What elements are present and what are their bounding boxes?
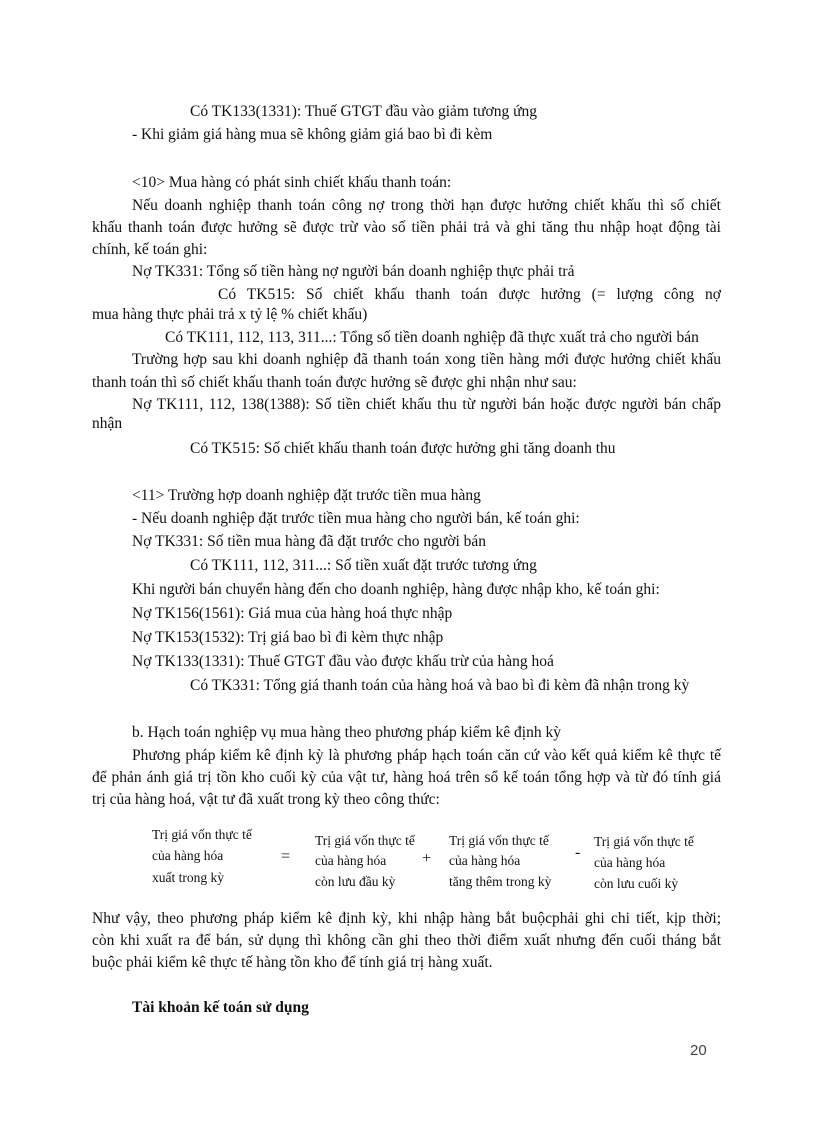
formula-term-closing-line-2: của hàng hóa xyxy=(594,855,666,870)
formula-term-closing-line-3: còn lưu cuối kỳ xyxy=(594,876,679,891)
text-line: Có TK331: Tổng giá thanh toán của hàng hoá và bao bì đi kèm đã nhận trong kỳ xyxy=(190,677,690,694)
section-heading: b. Hạch toán nghiệp vụ mua hàng theo phương pháp kiểm kê định kỳ xyxy=(132,724,561,741)
text-line: Nợ TK153(1532): Trị giá bao bì đi kèm thực nhập xyxy=(132,629,444,646)
section-heading: Tài khoản kế toán sử dụng xyxy=(132,999,309,1016)
text-line: Nợ TK111, 112, 138(1388): Số tiền chiết khấu thu từ người bán hoặc được người bán chấp xyxy=(132,396,721,413)
formula-term-opening-line-3: còn lưu đầu kỳ xyxy=(315,874,396,889)
formula-minus-sign: - xyxy=(575,844,581,861)
text-line: khấu thanh toán được hưởng sẽ được trừ vào số tiền phải trả và ghi tăng thu nhập hoạt động tài xyxy=(92,219,721,236)
text-line: Có TK133(1331): Thuế GTGT đầu vào giảm tương ứng xyxy=(190,103,538,120)
text-line: Nếu doanh nghiệp thanh toán công nợ trong thời hạn được hưởng chiết khấu thì số chiết xyxy=(132,197,721,214)
text-line: - Khi giảm giá hàng mua sẽ không giảm giá bao bì đi kèm xyxy=(132,126,493,143)
text-line: mua hàng thực phải trả x tỷ lệ % chiết khấu) xyxy=(92,306,368,323)
text-line: Trường hợp sau khi doanh nghiệp đã thanh toán xong tiền hàng mới được hưởng chiết khấu xyxy=(132,351,721,368)
text-line: Khi người bán chuyển hàng đến cho doanh nghiệp, hàng được nhập kho, kế toán ghi: xyxy=(132,581,660,598)
page-number: 20 xyxy=(690,1042,707,1059)
text-line: Có TK515: Số chiết khấu thanh toán được hưởng (= lượng công nợ xyxy=(218,286,721,303)
text-line: Nợ TK331: Tổng số tiền hàng nợ người bán doanh nghiệp thực phải trả xyxy=(132,263,575,280)
text-line: Có TK111, 112, 311...: Số tiền xuất đặt trước tương ứng xyxy=(190,557,537,574)
formula-term-exported-line-3: xuất trong kỳ xyxy=(152,870,224,885)
text-line: Nợ TK331: Số tiền mua hàng đã đặt trước cho người bán xyxy=(132,533,487,550)
text-line: chính, kế toán ghi: xyxy=(92,241,208,258)
text-line: để phản ánh giá trị tồn kho cuối kỳ của vật tư, hàng hoá trên sổ kế toán tổng hợp và từ đó tính giá xyxy=(92,769,721,786)
text-line: Nợ TK133(1331): Thuế GTGT đầu vào được khấu trừ của hàng hoá xyxy=(132,653,554,670)
text-line: còn khi xuất ra để bán, sử dụng thì không cần ghi theo thời điểm xuất nhưng đến cuối tháng bắt xyxy=(92,932,721,949)
formula-equals-sign: = xyxy=(281,848,291,865)
formula-term-added-line-1: Trị giá vốn thực tế xyxy=(449,833,549,848)
formula-term-exported-line-1: Trị giá vốn thực tế xyxy=(152,827,252,842)
text-line: buộc phải kiểm kê thực tế hàng tồn kho để tính giá trị hàng xuất. xyxy=(92,954,493,971)
formula-term-added-line-2: của hàng hóa xyxy=(449,853,521,868)
text-line: thanh toán thì số chiết khấu thanh toán được hưởng sẽ được ghi nhận như sau: xyxy=(92,374,577,391)
formula-term-opening-line-1: Trị giá vốn thực tế xyxy=(315,833,415,848)
text-line: Có TK515: Số chiết khấu thanh toán được hưởng ghi tăng doanh thu xyxy=(190,440,616,457)
section-heading: <11> Trường hợp doanh nghiệp đặt trước tiền mua hàng xyxy=(132,487,481,504)
formula-term-closing-line-1: Trị giá vốn thực tế xyxy=(594,834,694,849)
text-line: - Nếu doanh nghiệp đặt trước tiền mua hàng cho người bán, kế toán ghi: xyxy=(132,510,580,527)
text-line: Nợ TK156(1561): Giá mua của hàng hoá thực nhập xyxy=(132,605,453,622)
formula-term-exported-line-2: của hàng hóa xyxy=(152,848,224,863)
formula-term-opening-line-2: của hàng hóa xyxy=(315,853,387,868)
text-line: Như vậy, theo phương pháp kiểm kê định kỳ, khi nhập hàng bắt buộcphải ghi chi tiết, kịp thời; xyxy=(92,910,721,927)
text-line: nhận xyxy=(92,415,123,432)
section-heading: <10> Mua hàng có phát sinh chiết khấu thanh toán: xyxy=(132,174,452,191)
formula-term-added-line-3: tăng thêm trong kỳ xyxy=(449,874,552,889)
text-line: Phương pháp kiểm kê định kỳ là phương pháp hạch toán căn cứ vào kết quả kiểm kê thực tế xyxy=(132,747,721,764)
formula-plus-sign: + xyxy=(422,850,432,867)
text-line: Có TK111, 112, 113, 311...: Tổng số tiền doanh nghiệp đã thực xuất trả cho người bán xyxy=(165,329,699,346)
text-line: trị của hàng hoá, vật tư đã xuất trong kỳ theo công thức: xyxy=(92,791,440,808)
